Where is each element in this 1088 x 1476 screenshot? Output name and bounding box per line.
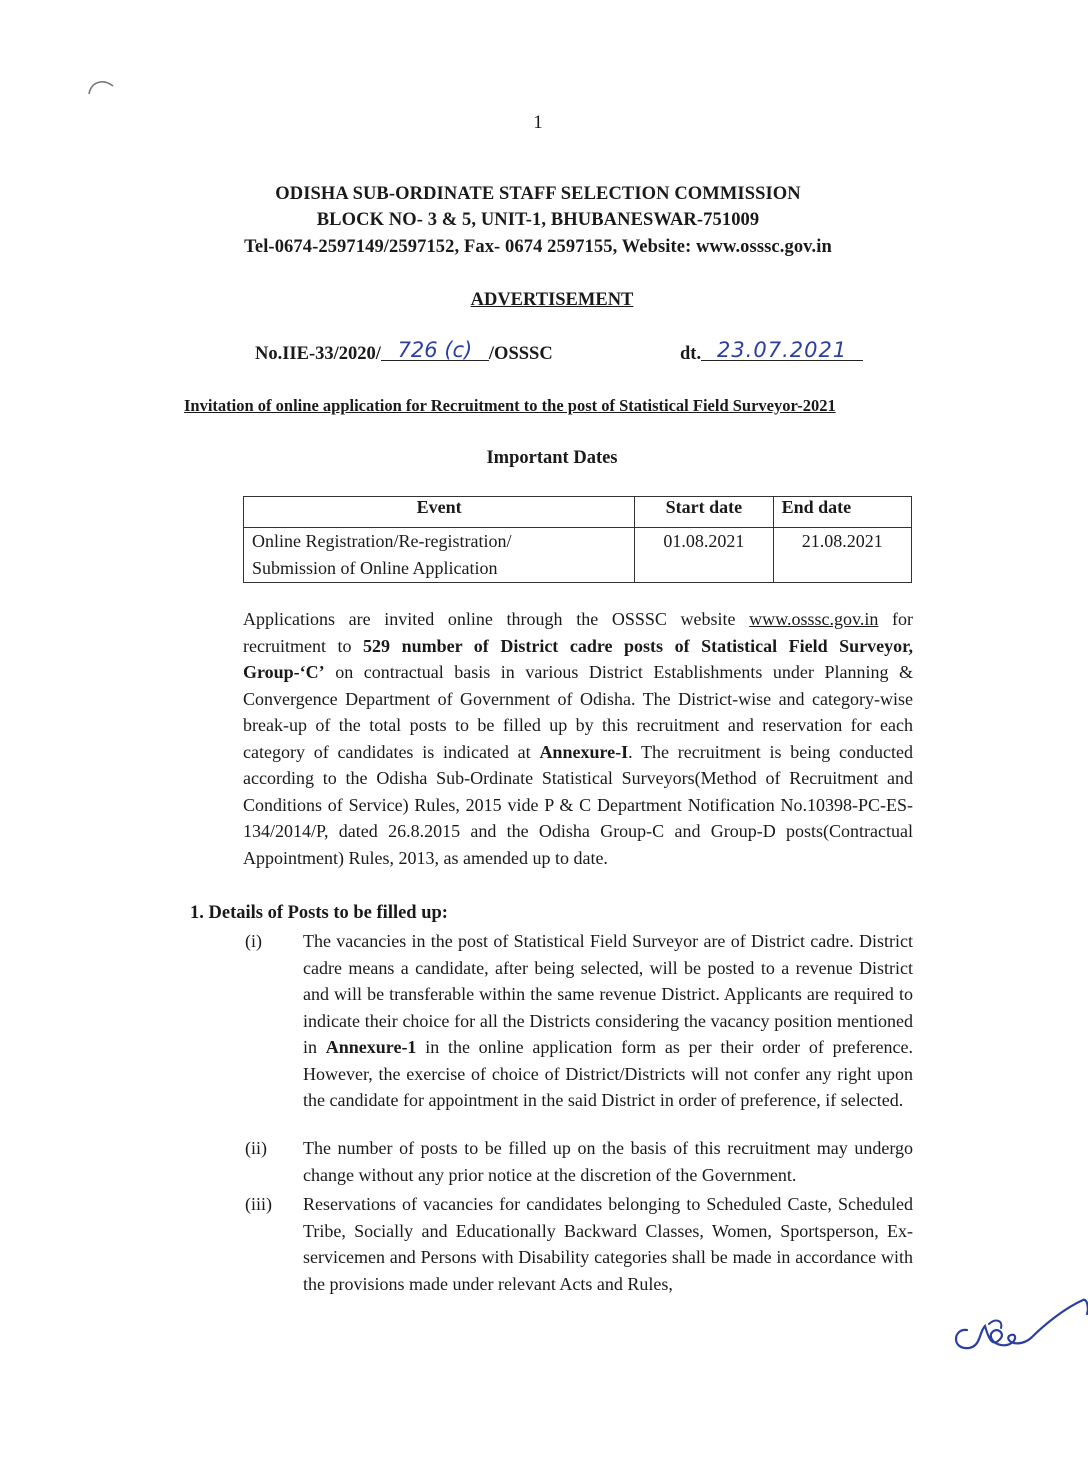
intro-bold-text: 529 number of District cadre posts of Statistical Field Surveyor, Group-‘C’ — [243, 635, 913, 682]
column-header-end-date: End date — [773, 497, 911, 528]
item-text: The number of posts to be filled up on the basis of this recruitment may undergo change without any prior notice at the discretion of the Government. — [303, 1138, 913, 1185]
section-heading: 1. Details of Posts to be filled up: — [190, 903, 448, 923]
event-line: Submission of Online Application — [252, 558, 498, 578]
table-row — [244, 528, 912, 583]
item-number: (ii) — [245, 1138, 267, 1158]
handwritten-date: 23.07.2021 — [701, 340, 863, 361]
website-link[interactable]: www.osssc.gov.in — [749, 609, 879, 629]
intro-text: Applications are invited online through the OSSSC website — [243, 609, 750, 629]
invitation-title: Invitation of online application for Recruitment to the post of Statistical Field Surveyor-2021 — [184, 396, 836, 415]
header-organization: ODISHA SUB-ORDINATE STAFF SELECTION COMMISSION — [275, 184, 801, 204]
end-date-cell: 21.08.2021 — [773, 528, 911, 583]
reference-prefix: No.IIE-33/2020/ — [255, 344, 381, 364]
signature — [945, 1278, 1088, 1368]
reference-date — [680, 340, 863, 365]
column-header-start-date: Start date — [635, 497, 773, 528]
important-dates-table — [243, 496, 912, 583]
item-text-part: in the online application form as per their order of preference. However, the exercise of choice of District/Districts will not confer any right upon the candidate for appointment in the said District in order of preference, if selected. — [303, 1037, 913, 1110]
start-date-cell: 01.08.2021 — [635, 528, 773, 583]
header-address: BLOCK NO- 3 & 5, UNIT-1, BHUBANESWAR-751009 — [316, 210, 760, 230]
intro-bold-text: Annexure-I — [539, 741, 629, 762]
page-number: 1 — [533, 112, 543, 133]
list-item — [245, 928, 913, 1114]
reference-number — [255, 340, 553, 365]
item-text: Reservations of vacancies for candidates belonging to Scheduled Caste, Scheduled Tribe, Socially and Educationally Backward Classes, Women, Sportsperson, Ex-servicemen and Persons with Disability categories shall be made in accordance with the provisions made under relevant Acts and Rules, — [303, 1194, 913, 1294]
important-dates-heading: Important Dates — [486, 448, 618, 468]
intro-text: . The recruitment is being conducted according to the Odisha Sub-Ordinate Statistical Surveyors(Method of Recruitment and Conditions of Service) Rules, 2015 vide P & C Department Notification No.10398-PC-ES-134/2014/P, dated 26.8.2015 and the Odisha Group-C and Group-D posts(Contractual Appointment) Rules, 2013, as amended up to date. — [243, 741, 913, 868]
reference-suffix: /OSSSC — [488, 344, 553, 364]
item-number: (iii) — [245, 1194, 272, 1214]
handwritten-number: 726 (c) — [381, 340, 489, 361]
item-bold-text: Annexure-1 — [325, 1037, 417, 1057]
event-cell — [244, 528, 635, 583]
item-text-part: The vacancies in the post of Statistical Field Surveyor are of District cadre. District cadre means a candidate, after being selected, will be posted to a revenue District and will be transferable within the same revenue District. Applicants are required to indicate their choice for all the Districts considering the vacancy position mentioned in — [303, 931, 913, 1057]
scan-punch-mark — [85, 72, 119, 106]
intro-text: on contractual basis in various District Establishments under Planning & Convergence Department of Government of Odisha. The District-wise and category-wise break-up of the total posts to be filled up by this recruitment and reservation for each category of candidates is indicated at — [243, 662, 913, 762]
column-header-event: Event — [244, 497, 635, 528]
date-prefix: dt. — [680, 344, 702, 364]
document-title: ADVERTISEMENT — [470, 290, 634, 310]
list-item — [245, 1135, 913, 1188]
item-text — [303, 928, 913, 1114]
event-line: Online Registration/Re-registration/ — [252, 531, 512, 551]
table-header-row — [244, 497, 912, 528]
list-item — [245, 1191, 913, 1297]
intro-text: for recruitment to — [243, 609, 913, 656]
item-number: (i) — [245, 931, 262, 951]
intro-paragraph — [243, 606, 913, 871]
header-contact: Tel-0674-2597149/2597152, Fax- 0674 2597155, Website: www.osssc.gov.in — [244, 237, 832, 257]
